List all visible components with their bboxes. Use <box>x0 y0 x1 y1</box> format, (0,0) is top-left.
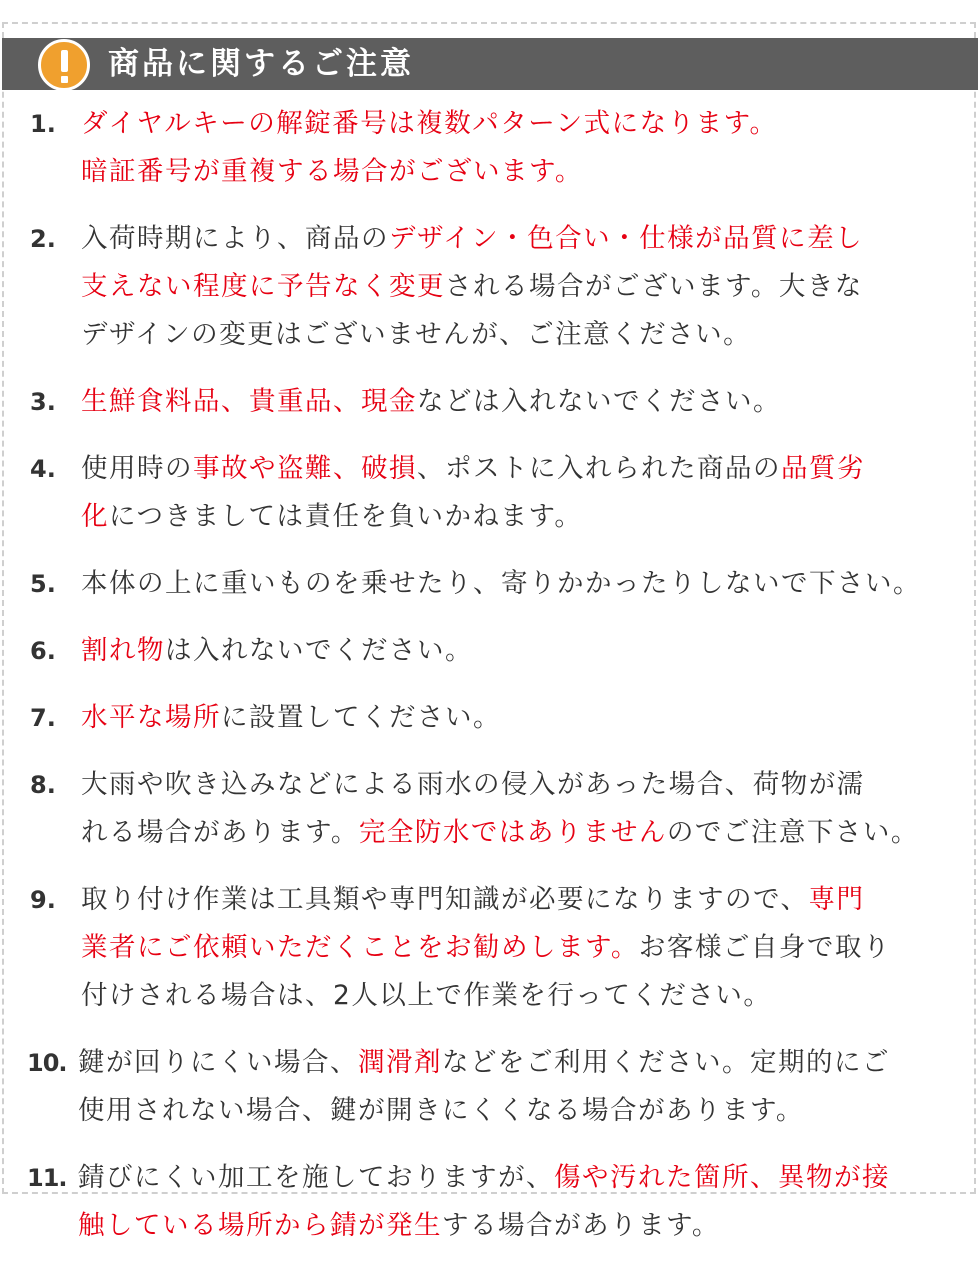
note-line <box>81 560 961 608</box>
note-item <box>0 445 980 541</box>
note-line <box>81 761 961 809</box>
note-text <box>81 445 961 541</box>
highlight-text: 暗証番号が重複する場合がございます。 <box>81 156 583 187</box>
note-segment: 付けされる場合は、2人以上で作業を行ってください。 <box>81 980 772 1011</box>
notes-list <box>0 100 980 1269</box>
note-number: 4. <box>30 455 56 483</box>
note-line <box>81 627 961 675</box>
note-line <box>81 378 961 426</box>
highlight-text: 水平な場所 <box>81 702 221 733</box>
highlight-text: 化 <box>81 501 109 532</box>
note-number: 2. <box>30 225 56 253</box>
note-line <box>78 1202 958 1250</box>
highlight-text: 完全防水ではありません <box>358 817 667 848</box>
note-item <box>0 215 980 359</box>
note-text <box>81 215 961 359</box>
note-line <box>78 1039 958 1087</box>
note-item <box>0 627 980 675</box>
note-segment: 使用されない場合、鍵が開きにくくなる場合があります。 <box>78 1095 804 1126</box>
note-text <box>81 378 961 426</box>
note-line <box>81 100 961 148</box>
note-segment: に設置してください。 <box>221 702 501 733</box>
highlight-text: 触している場所から錆が発生 <box>78 1210 442 1241</box>
note-line <box>81 972 961 1020</box>
note-number: 5. <box>30 570 56 598</box>
note-segment: につきましては責任を負いかねます。 <box>109 501 583 532</box>
note-line <box>81 445 961 493</box>
note-item <box>0 560 980 608</box>
note-text <box>78 1039 958 1135</box>
note-item <box>0 694 980 742</box>
note-number: 11. <box>27 1164 67 1192</box>
note-text <box>81 876 961 1020</box>
note-line <box>78 1087 958 1135</box>
note-segment: 錆びにくい加工を施しておりますが、 <box>78 1162 554 1193</box>
note-number: 6. <box>30 637 56 665</box>
note-item <box>0 761 980 857</box>
note-item <box>0 100 980 196</box>
note-text <box>81 100 961 196</box>
highlight-text: 業者にご依頼いただくことをお勧めします。 <box>81 932 639 963</box>
note-number: 8. <box>30 771 56 799</box>
note-line <box>81 924 961 972</box>
note-line <box>81 263 961 311</box>
highlight-text: 支えない程度に予告なく変更 <box>81 271 445 302</box>
note-segment: 使用時の <box>81 453 193 484</box>
note-segment: される場合がございます。大きな <box>445 271 863 302</box>
note-segment: お客様ご自身で取り <box>638 932 891 963</box>
note-text <box>81 761 961 857</box>
note-number: 7. <box>30 704 56 732</box>
note-segment: 大雨や吹き込みなどによる雨水の侵入があった場合、荷物が濡 <box>81 769 865 800</box>
note-line <box>81 809 961 857</box>
note-segment: 取り付け作業は工具類や専門知識が必要になりますので、 <box>81 884 809 915</box>
note-segment: などをご利用ください。定期的にご <box>442 1047 890 1078</box>
note-item <box>0 1039 980 1135</box>
note-text <box>81 627 961 675</box>
highlight-text: 割れ物 <box>81 635 165 666</box>
note-number: 9. <box>30 886 56 914</box>
note-number: 1. <box>30 110 56 138</box>
note-line <box>81 148 961 196</box>
exclamation-dot <box>61 76 68 83</box>
note-segment: デザインの変更はございませんが、ご注意ください。 <box>81 319 752 350</box>
note-line <box>81 215 961 263</box>
section-title: 商品に関するご注意 <box>108 46 414 82</box>
note-segment: は入れないでください。 <box>165 635 473 666</box>
note-segment: のでご注意下さい。 <box>666 817 919 848</box>
highlight-text: デザイン・色合い・仕様が品質に差し <box>389 223 864 254</box>
note-segment: 本体の上に重いものを乗せたり、寄りかかったりしないで下さい。 <box>81 568 921 599</box>
note-segment: れる場合があります。 <box>81 817 359 848</box>
note-text <box>78 1154 958 1250</box>
note-segment: などは入れないでください。 <box>417 386 781 417</box>
highlight-text: 品質劣 <box>781 453 865 484</box>
note-line <box>81 493 961 541</box>
note-segment: 、ポストに入れられた商品の <box>417 453 781 484</box>
highlight-text: 潤滑剤 <box>358 1047 442 1078</box>
note-item <box>0 378 980 426</box>
exclamation-icon <box>38 39 90 91</box>
note-line <box>81 876 961 924</box>
note-segment: 入荷時期により、商品の <box>81 223 389 254</box>
note-number: 10. <box>27 1049 67 1077</box>
note-line <box>78 1154 958 1202</box>
highlight-text: 生鮮食料品、貴重品、現金 <box>81 386 417 417</box>
exclamation-bar <box>61 50 68 72</box>
note-number: 3. <box>30 388 56 416</box>
note-segment: する場合があります。 <box>442 1210 720 1241</box>
note-text <box>81 560 961 608</box>
note-text <box>81 694 961 742</box>
highlight-text: 傷や汚れた箇所、異物が接 <box>554 1162 890 1193</box>
note-item <box>0 876 980 1020</box>
note-item <box>0 1154 980 1250</box>
note-line <box>81 311 961 359</box>
highlight-text: 事故や盗難、破損 <box>193 453 417 484</box>
note-line <box>81 694 961 742</box>
highlight-text: 専門 <box>808 884 865 915</box>
note-segment: 鍵が回りにくい場合、 <box>78 1047 358 1078</box>
highlight-text: ダイヤルキーの解錠番号は複数パターン式になります。 <box>81 108 778 139</box>
